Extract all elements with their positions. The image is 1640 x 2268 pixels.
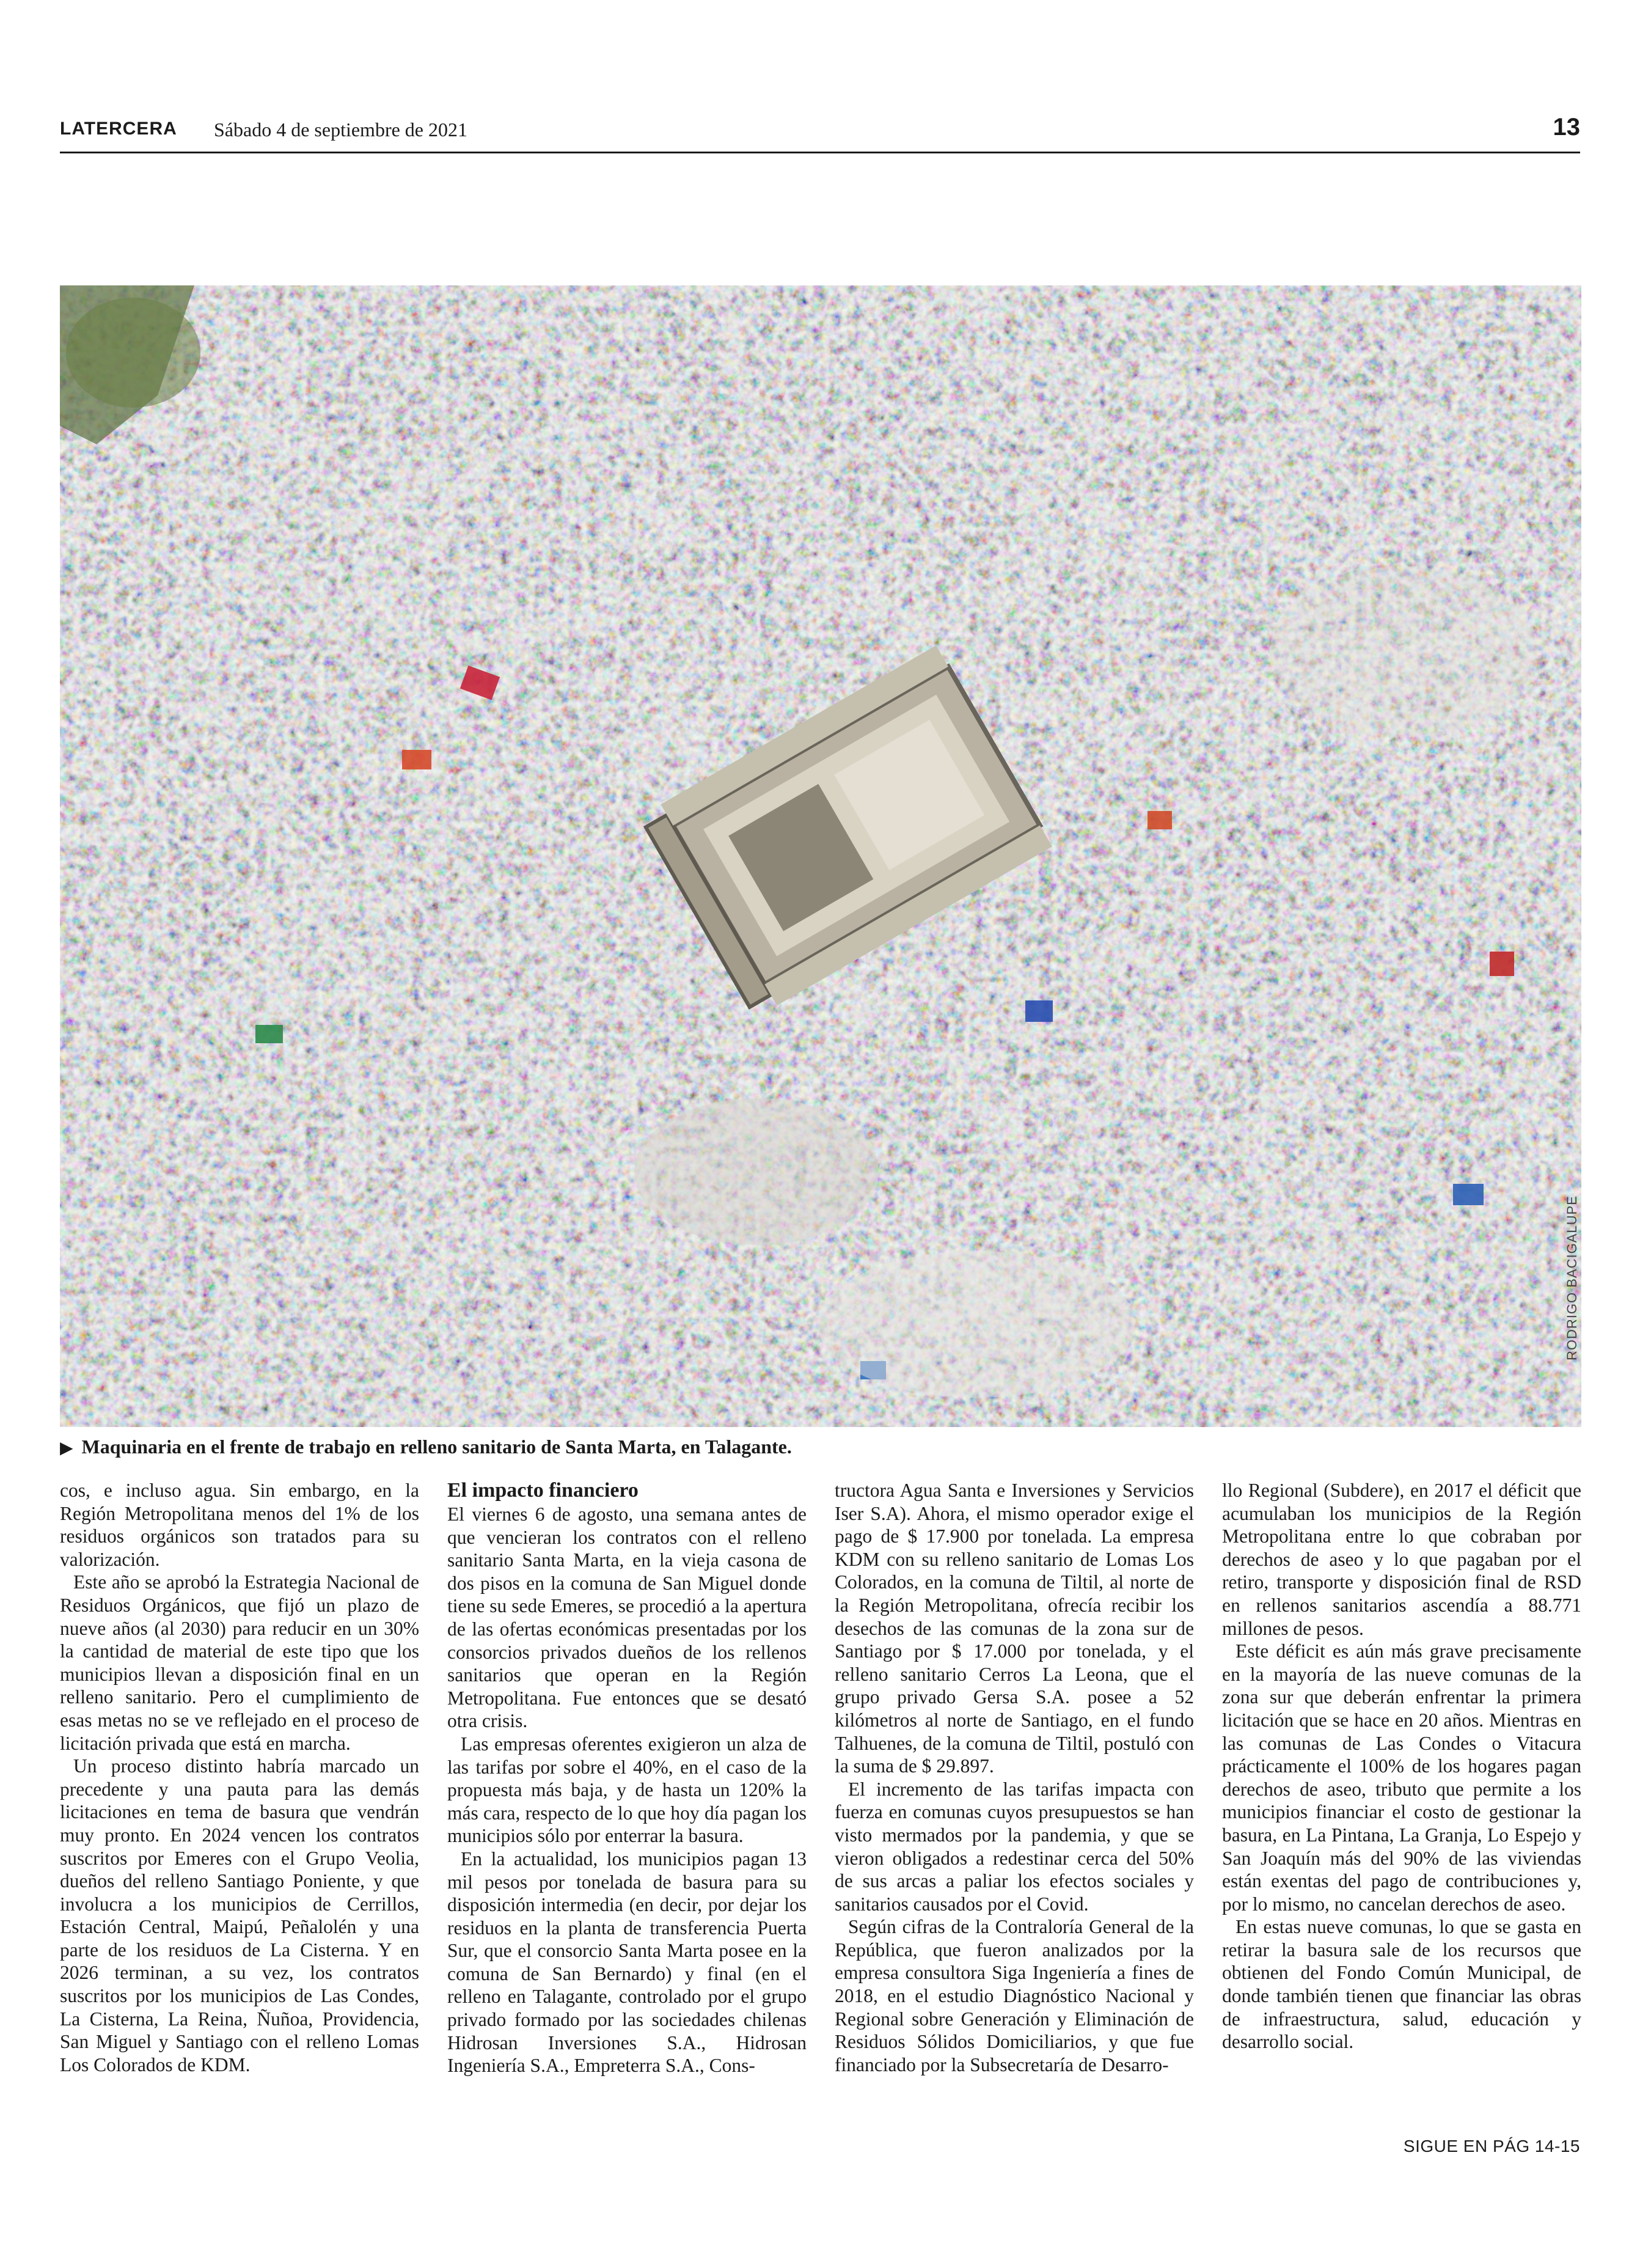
page-number: 13 — [1553, 114, 1580, 141]
photo-credit: RODRIGO BACIGALUPE — [1564, 1195, 1580, 1360]
paragraph: cos, e incluso agua. Sin embargo, en la Región Metropolitana menos del 1% de los residuos orgánicos son tratados para su valorización. — [60, 1480, 419, 1570]
article-column-4 — [1222, 1479, 1581, 2053]
article-column-3 — [835, 1479, 1194, 2076]
caption-text: Maquinaria en el frente de trabajo en relleno sanitario de Santa Marta, en Talagante. — [81, 1436, 792, 1458]
landfill-photo — [60, 285, 1581, 1427]
paragraph: En estas nueve comunas, lo que se gasta en retirar la basura sale de los recursos que obtienen del Fondo Común Municipal, de donde también tienen que financiar las obras de infraestructura, salud, educación y desarrollo social. — [1222, 1916, 1581, 2053]
paragraph: Las empresas oferentes exigieron un alza de las tarifas por sobre el 40%, en el caso de la propuesta más baja, y de hasta un 120% la más cara, respecto de lo que hoy día pagan los municipios sólo por enterrar la basura. — [447, 1733, 807, 1847]
paragraph: El viernes 6 de agosto, una semana antes de que vencieran los contratos con el relleno sanitario Santa Marta, en la vieja casona de dos pisos en la comuna de San Miguel donde tiene su sede Emeres, se procedió a la apertura de las ofertas económicas presentadas por los consorcios privados dueños de los rellenos sanitarios que operan en la Región Metropolitana. Fue entonces que se desató otra crisis. — [447, 1503, 807, 1732]
article-column-1 — [60, 1479, 419, 2076]
page-header — [60, 116, 1580, 145]
issue-date: Sábado 4 de septiembre de 2021 — [214, 119, 467, 141]
paragraph: Este año se aprobó la Estrategia Nacional de Residuos Orgánicos, que fijó un plazo de nueve años (al 2030) para reducir en un 30% la cantidad de material de este tipo que los municipios llevan a disposición final en un relleno sanitario. Pero el cumplimiento de esas metas no se ve reflejado en el proceso de licitación privada que está en marcha. — [60, 1571, 419, 1754]
paragraph: tructora Agua Santa e Inversiones y Servicios Iser S.A). Ahora, el mismo operador exige el pago de $ 17.900 por tonelada. La empresa KDM con su relleno sanitario de Lomas Los Colorados, en la comuna de Tiltil, al norte de la Región Metropolitana, ofrecía recibir los desechos de las comunas de la zona sur de Santiago por $ 17.000 por tonelada, y el relleno sanitario Cerros La Leona, que el grupo privado Gersa S.A. posee a 52 kilómetros al norte de Santiago, en el fundo Talhuenes, de la comuna de Tiltil, postuló con la suma de $ 29.897. — [835, 1480, 1194, 1777]
paragraph: En la actualidad, los municipios pagan 13 mil pesos por tonelada de basura para su disposición intermedia (en decir, por dejar los residuos en la planta de transferencia Puerta Sur, que el consorcio Santa Marta posee en la comuna de San Bernardo) y final (en el relleno en Talagante, controlado por el grupo privado formado por las sociedades chilenas Hidrosan Inversiones S.A., Hidrosan Ingeniería S.A., Empreterra S.A., Cons- — [447, 1848, 807, 2077]
newspaper-brand: LATERCERA — [60, 119, 177, 139]
section-subhead: El impacto financiero — [447, 1479, 639, 1502]
paragraph: Este déficit es aún más grave precisamente en la mayoría de las nueve comunas de la zona sur que deberán enfrentar la primera licitación que se hace en 20 años. Mientras en las comunas de Las Condes o Vitacura prácticamente el 100% de los hogares pagan derechos de aseo, tributo que permite a los municipios financiar el costo de gestionar la basura, en La Pintana, La Granja, Lo Espejo y San Joaquín más del 90% de las viviendas están exentas del pago de contribuciones y, por lo mismo, no cancelan derechos de aseo. — [1222, 1640, 1581, 1915]
paragraph: Un proceso distinto habría marcado un precedente y una pauta para las demás licitaciones en tema de basura que vendrán muy pronto. En 2024 vencen los contratos suscritos por Emeres con el Grupo Veolia, dueños del relleno Santiago Poniente, y que involucra a los municipios de Cerrillos, Estación Central, Maipú, Peñalolén y una parte de los residuos de La Cisterna. Y en 2026 terminan, a su vez, los contratos suscritos por los municipios de Las Condes, La Cisterna, La Reina, Ñuñoa, Providencia, San Miguel y Santiago con el relleno Lomas Los Colorados de KDM. — [60, 1755, 419, 2075]
caption-arrow-icon: ▶ — [60, 1437, 73, 1458]
article-column-2 — [447, 1479, 807, 2077]
header-rule — [60, 152, 1580, 153]
paragraph: llo Regional (Subdere), en 2017 el déficit que acumulaban los municipios de la Región Metropolitana entre lo que cobraban por derechos de aseo y lo que pagaban por el retiro, transporte y disposición final de RSD en rellenos sanitarios ascendía a 88.771 millones de pesos. — [1222, 1480, 1581, 1639]
continued-on-page: SIGUE EN PÁG 14-15 — [1403, 2137, 1580, 2156]
paragraph: El incremento de las tarifas impacta con fuerza en comunas cuyos presupuestos se han visto mermados por la pandemia, y que se vieron obligados a redestinar cerca del 50% de sus arcas a paliar los efectos sociales y sanitarios causados por el Covid. — [835, 1778, 1194, 1915]
paragraph: Según cifras de la Contraloría General de la República, que fueron analizados por la empresa consultora Siga Ingeniería a fines de 2018, en el estudio Diagnóstico Nacional y Regional sobre Generación y Eliminación de Residuos Sólidos Domiciliarios, y que fue financiado por la Subsecretaría de Desarro- — [835, 1916, 1194, 2075]
photo-caption — [60, 1436, 1526, 1462]
